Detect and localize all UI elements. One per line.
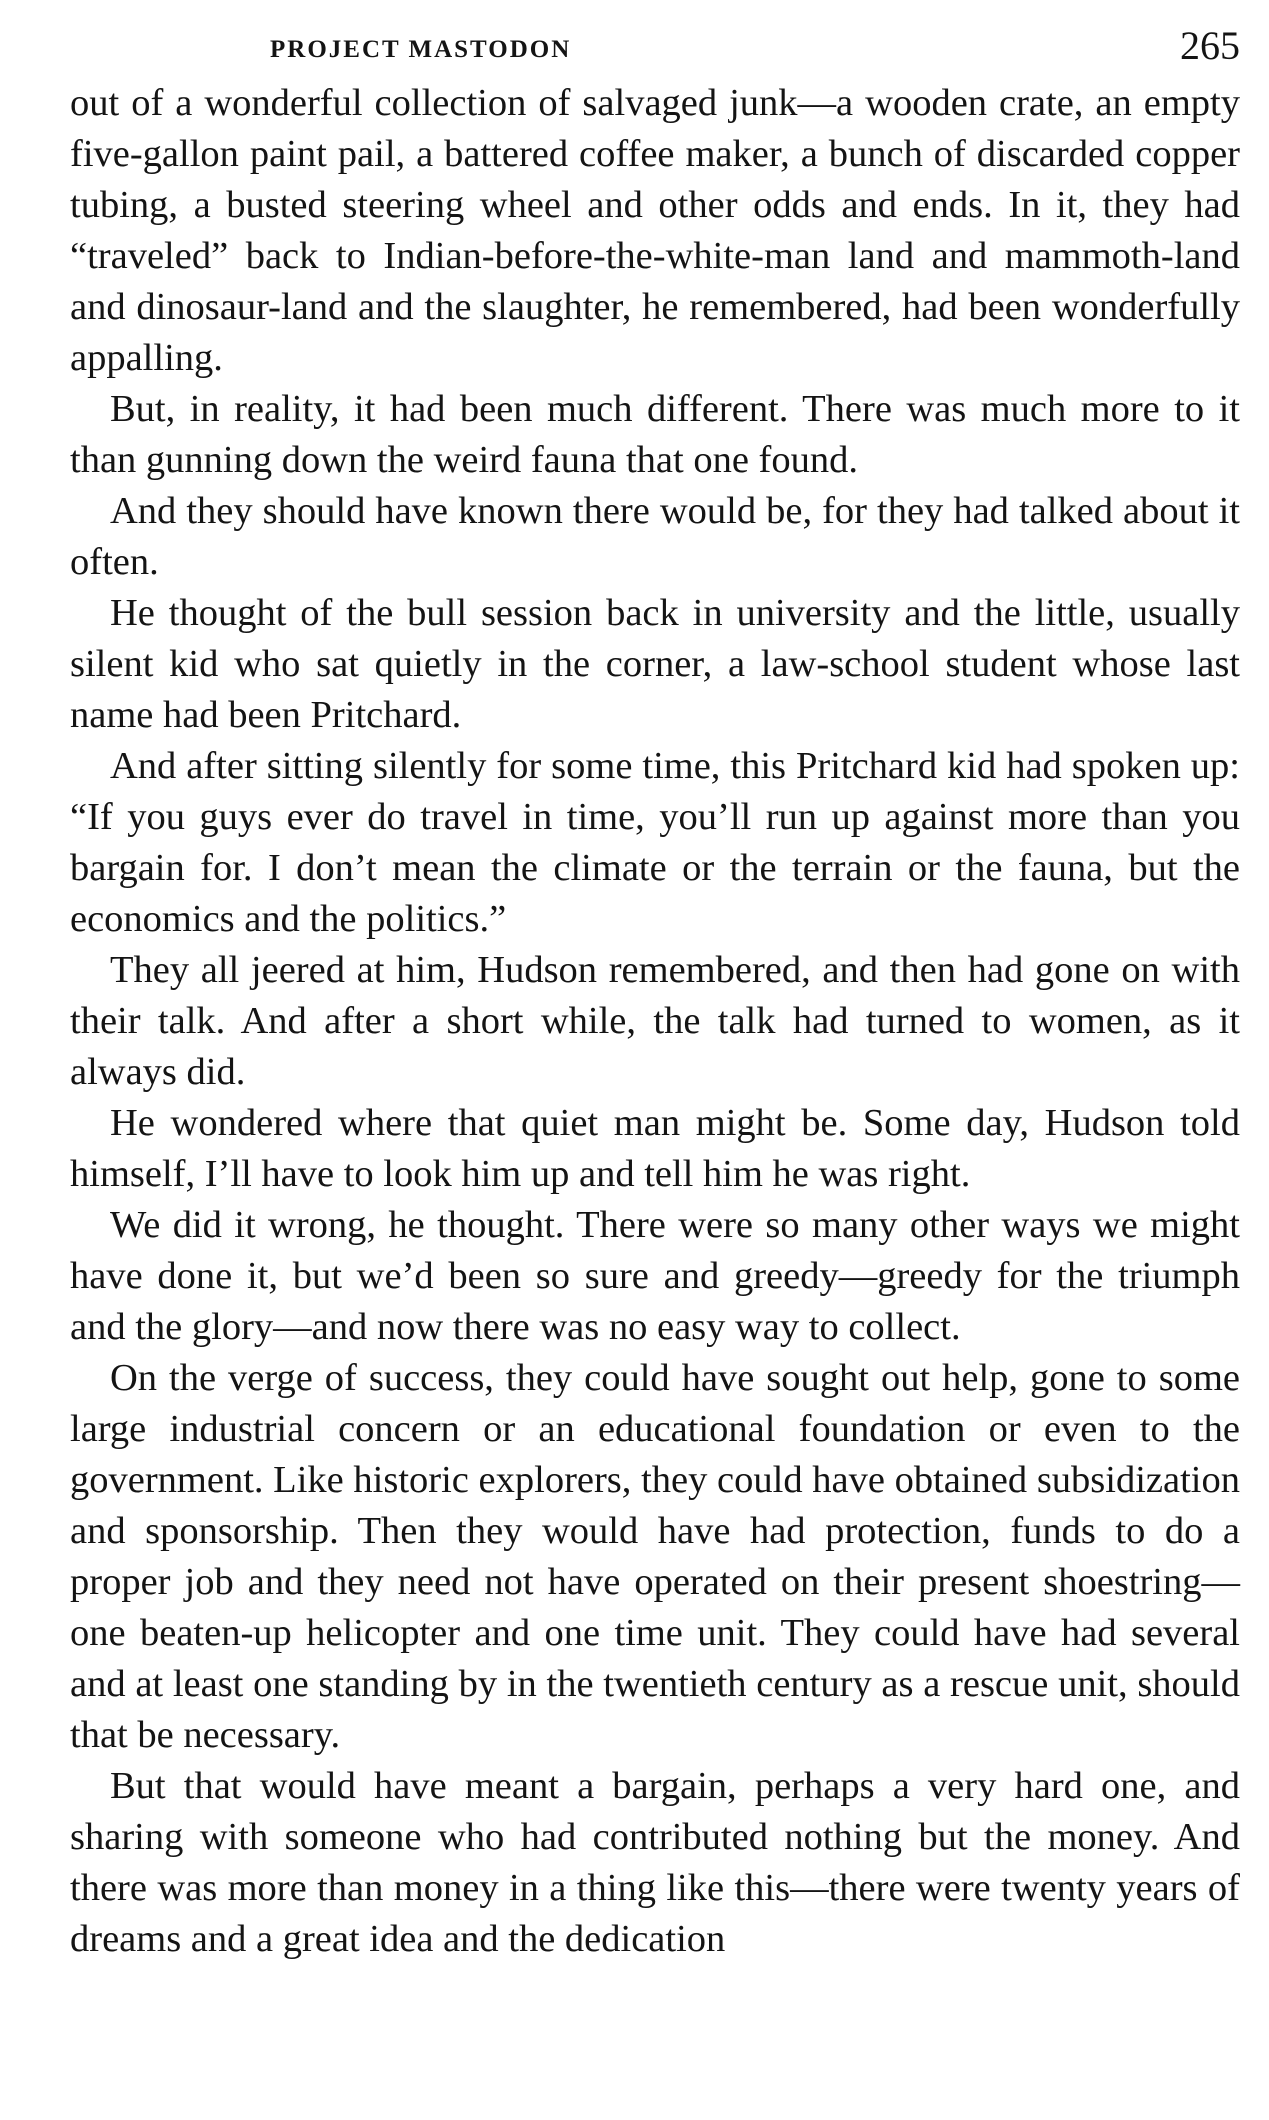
paragraph-8: We did it wrong, he thought. There were so many other ways we might have done it, but we’d been so sure and greedy—greedy for the triumph and the glory—and now there was no easy way to collect. — [70, 1204, 1240, 1348]
paragraph-6: They all jeered at him, Hudson remembered, and then had gone on with their talk. And after a short while, the talk had turned to women, as it always did. — [70, 949, 1240, 1093]
paragraph-2: But, in reality, it had been much different. There was much more to it than gunning down the weird fauna that one found. — [70, 388, 1240, 481]
book-page — [70, 18, 1240, 1965]
running-title: PROJECT MASTODON — [270, 36, 572, 63]
running-header — [70, 18, 1240, 78]
body-text — [70, 78, 1240, 1965]
paragraph-4: He thought of the bull session back in university and the little, usually silent kid who sat quietly in the corner, a law-school student whose last name had been Pritchard. — [70, 592, 1240, 736]
paragraph-10: But that would have meant a bargain, perhaps a very hard one, and sharing with someone who had contributed nothing but the money. And there was more than money in a thing like this—there were twenty years of dreams and a great idea and the dedication — [70, 1765, 1240, 1960]
paragraph-3: And they should have known there would be, for they had talked about it often. — [70, 490, 1240, 583]
paragraph-1: out of a wonderful collection of salvaged junk—a wooden crate, an empty five-gallon paint pail, a battered coffee maker, a bunch of discarded copper tubing, a busted steering wheel and other odds and ends. In it, they had “traveled” back to Indian-before-the-white-man land and mammoth-land and dinosaur-land and the slaughter, he remembered, had been wonderfully appalling. — [70, 82, 1240, 379]
paragraph-9: On the verge of success, they could have sought out help, gone to some large industrial concern or an educational foundation or even to the government. Like historic explorers, they could have obtained subsidization and sponsorship. Then they would have had protection, funds to do a proper job and they need not have operated on their present shoestring—one beaten-up helicopter and one time unit. They could have had several and at least one standing by in the twentieth century as a rescue unit, should that be necessary. — [70, 1357, 1240, 1756]
paragraph-7: He wondered where that quiet man might be. Some day, Hudson told himself, I’ll have to look him up and tell him he was right. — [70, 1102, 1240, 1195]
paragraph-5: And after sitting silently for some time, this Pritchard kid had spoken up: “If you guys ever do travel in time, you’ll run up against more than you bargain for. I don’t mean the climate or the terrain or the fauna, but the economics and the politics.” — [70, 745, 1240, 940]
page-number: 265 — [1180, 23, 1240, 68]
